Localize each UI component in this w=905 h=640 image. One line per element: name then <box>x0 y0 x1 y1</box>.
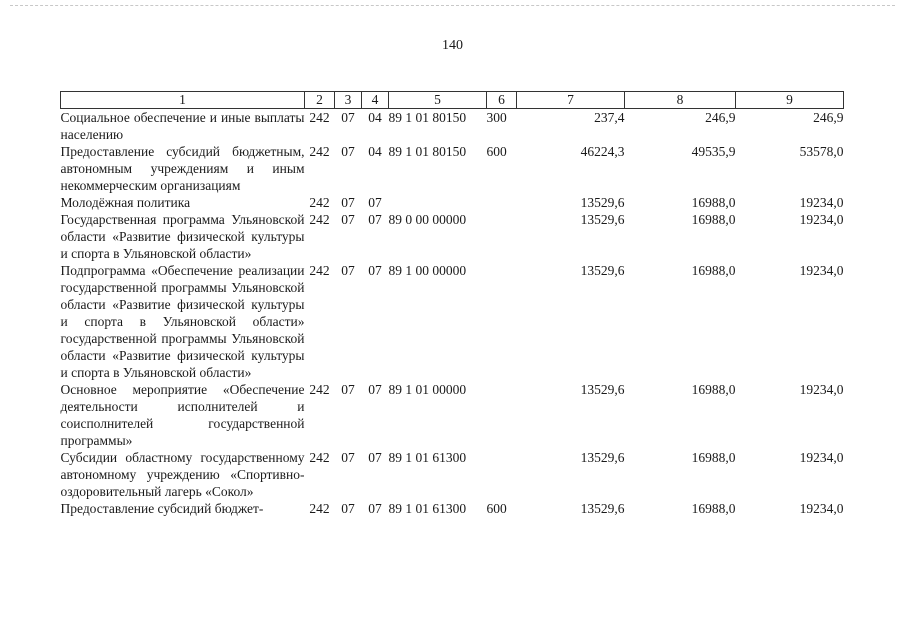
section-code: 07 <box>341 382 355 397</box>
column-header: 4 <box>362 92 389 109</box>
subsection-code: 07 <box>368 450 382 465</box>
column-header: 3 <box>335 92 362 109</box>
amount-col9: 246,9 <box>813 110 844 125</box>
subsection-code: 07 <box>368 195 382 210</box>
amount-col9: 19234,0 <box>799 382 844 397</box>
expense-type-code: 300 <box>486 110 507 125</box>
row-name: Подпрограмма «Обеспечение реализации государственной программы Ульяновской области «Развитие физической культуры и спорта в Ульяновской области» государственной программы Ульяновской области «Развитие физической культуры и спорта в Ульяновской области» <box>60 263 305 380</box>
target-article-code: 89 1 01 80150 <box>388 110 467 125</box>
row-name: Социальное обеспечение и иные выплаты населению <box>60 110 305 142</box>
subsection-code: 07 <box>368 501 382 516</box>
amount-col7: 237,4 <box>594 110 625 125</box>
column-header: 2 <box>305 92 335 109</box>
expense-type-code: 600 <box>486 144 507 159</box>
amount-col7: 13529,6 <box>580 450 625 465</box>
amount-col8: 16988,0 <box>691 263 736 278</box>
target-article-code <box>389 194 487 211</box>
amount-col8: 16988,0 <box>691 501 736 516</box>
subsection-code: 04 <box>368 110 382 125</box>
column-header: 1 <box>61 92 305 109</box>
amount-col7: 13529,6 <box>580 195 625 210</box>
expense-type-code <box>487 381 517 449</box>
target-article-code: 89 1 00 00000 <box>388 263 467 278</box>
table-row <box>61 211 844 262</box>
row-name: Государственная программа Ульяновской области «Развитие физической культуры и спорта в Ульяновской области» <box>60 212 305 261</box>
table-row <box>61 500 844 517</box>
section-code: 07 <box>341 501 355 516</box>
target-article-code: 89 1 01 00000 <box>388 382 467 397</box>
target-article-code: 89 1 01 61300 <box>388 450 467 465</box>
section-code: 07 <box>341 450 355 465</box>
table-row <box>61 381 844 449</box>
column-header: 7 <box>517 92 625 109</box>
row-name: Основное мероприятие «Обеспечение деятельности исполнителей и соисполнителей государственной программы» <box>60 382 305 448</box>
header-row <box>61 92 844 109</box>
table-row <box>61 262 844 381</box>
amount-col8: 16988,0 <box>691 450 736 465</box>
grbs-code: 242 <box>309 450 330 465</box>
subsection-code: 07 <box>368 382 382 397</box>
amount-col7: 13529,6 <box>580 501 625 516</box>
amount-col8: 246,9 <box>705 110 736 125</box>
page-number: 140 <box>442 38 463 53</box>
section-code: 07 <box>341 263 355 278</box>
target-article-code: 89 1 01 80150 <box>388 144 467 159</box>
table-row <box>61 449 844 500</box>
expense-type-code <box>487 449 517 500</box>
amount-col9: 19234,0 <box>799 195 844 210</box>
expense-type-code: 600 <box>486 501 507 516</box>
amount-col7: 13529,6 <box>580 263 625 278</box>
grbs-code: 242 <box>309 144 330 159</box>
amount-col8: 16988,0 <box>691 382 736 397</box>
grbs-code: 242 <box>309 195 330 210</box>
amount-col7: 46224,3 <box>580 144 625 159</box>
subsection-code: 07 <box>368 263 382 278</box>
amount-col9: 19234,0 <box>799 212 844 227</box>
target-article-code: 89 1 01 61300 <box>388 501 467 516</box>
section-code: 07 <box>341 110 355 125</box>
section-code: 07 <box>341 195 355 210</box>
amount-col8: 16988,0 <box>691 212 736 227</box>
target-article-code: 89 0 00 00000 <box>388 212 467 227</box>
amount-col9: 19234,0 <box>799 263 844 278</box>
table-row <box>61 143 844 194</box>
subsection-code: 04 <box>368 144 382 159</box>
table-row <box>61 194 844 211</box>
top-scan-border <box>10 5 895 6</box>
grbs-code: 242 <box>309 382 330 397</box>
grbs-code: 242 <box>309 263 330 278</box>
column-header: 5 <box>389 92 487 109</box>
expense-type-code <box>487 262 517 381</box>
column-header: 8 <box>625 92 736 109</box>
row-name: Предоставление субсидий бюджет- <box>60 501 264 516</box>
subsection-code: 07 <box>368 212 382 227</box>
amount-col7: 13529,6 <box>580 212 625 227</box>
column-header: 9 <box>736 92 844 109</box>
section-code: 07 <box>341 212 355 227</box>
section-code: 07 <box>341 144 355 159</box>
amount-col7: 13529,6 <box>580 382 625 397</box>
table-header <box>61 92 844 109</box>
grbs-code: 242 <box>309 212 330 227</box>
table-body <box>61 109 844 518</box>
expense-type-code <box>487 194 517 211</box>
grbs-code: 242 <box>309 110 330 125</box>
column-header: 6 <box>487 92 517 109</box>
grbs-code: 242 <box>309 501 330 516</box>
expense-type-code <box>487 211 517 262</box>
row-name: Молодёжная политика <box>60 195 191 210</box>
amount-col9: 53578,0 <box>799 144 844 159</box>
budget-table <box>60 91 844 517</box>
row-name: Предоставление субсидий бюджетным, автономным учреждениям и иным некоммерческим организациям <box>60 144 305 193</box>
row-name: Субсидии областному государственному автономному учреждению «Спортивно-оздоровительный лагерь «Сокол» <box>60 450 305 499</box>
amount-col8: 49535,9 <box>691 144 736 159</box>
amount-col8: 16988,0 <box>691 195 736 210</box>
amount-col9: 19234,0 <box>799 501 844 516</box>
amount-col9: 19234,0 <box>799 450 844 465</box>
table-row <box>61 109 844 144</box>
